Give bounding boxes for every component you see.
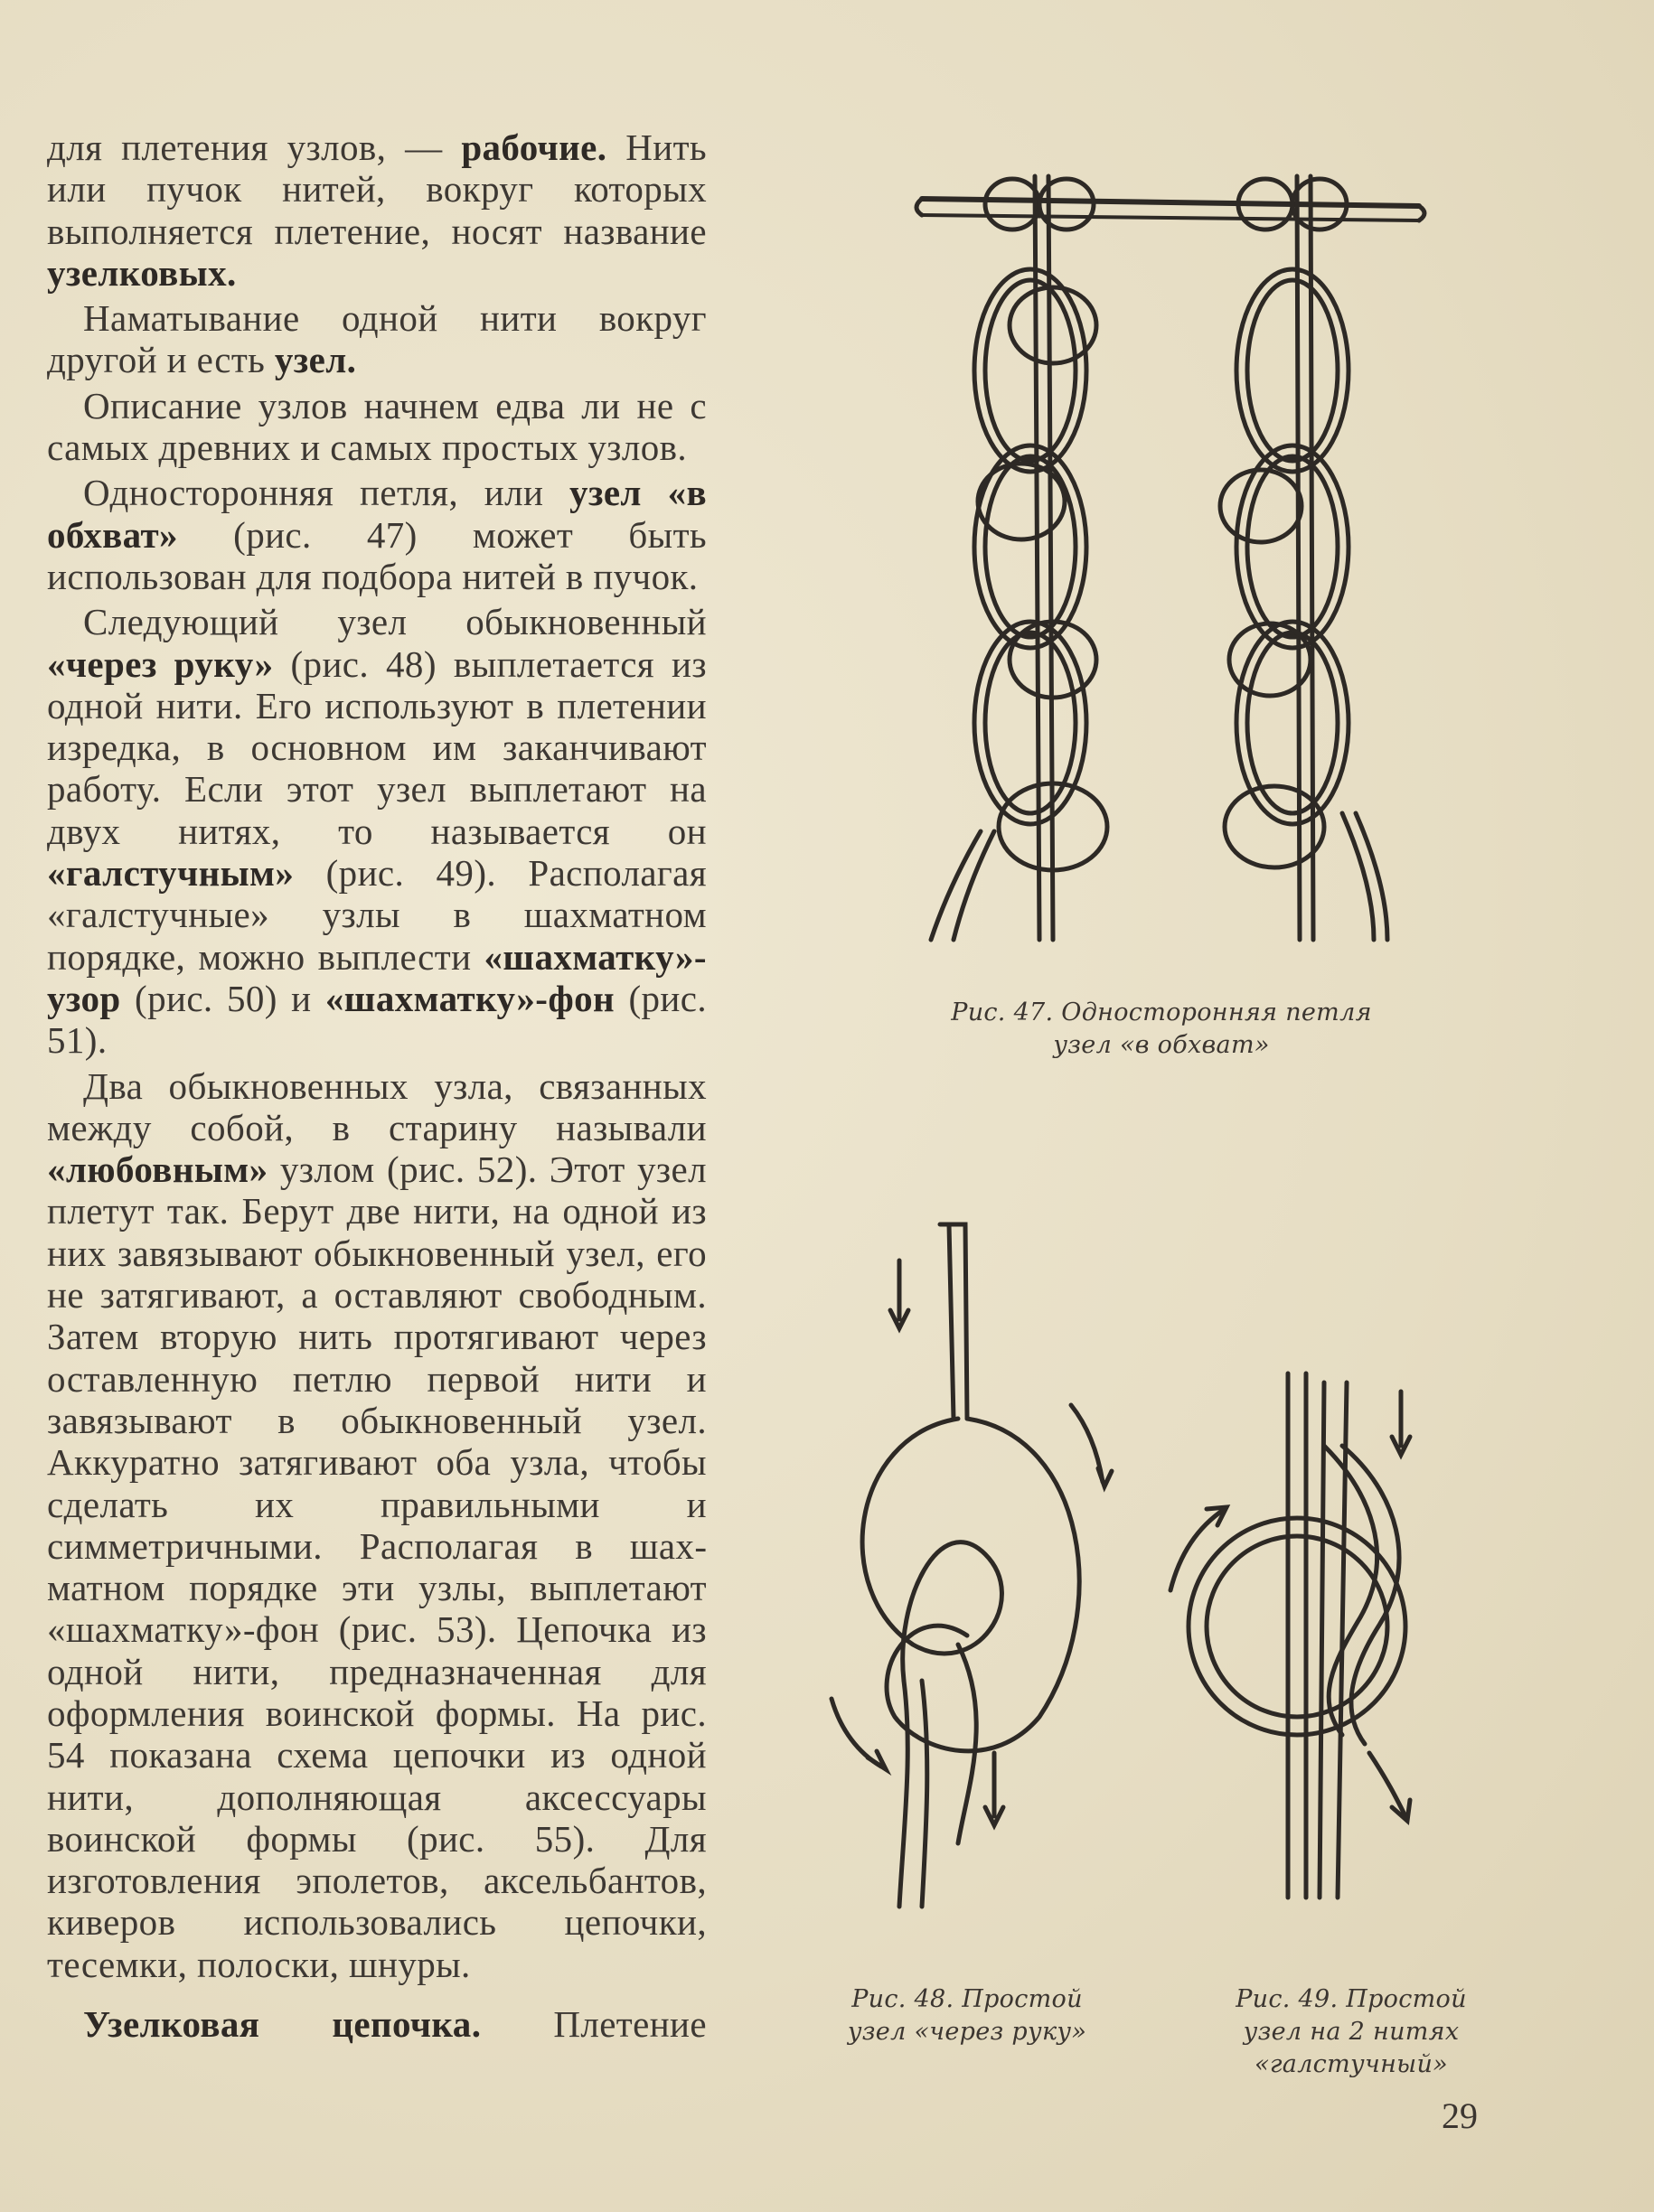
figure-48-illustration: [813, 1211, 1139, 1916]
figure-47-caption: Рис. 47. Односторонняя петля узел «в обхват»: [951, 998, 1372, 1059]
figure-48-caption: Рис. 48. Простой узел «через руку»: [847, 1985, 1087, 2046]
page-number: 29: [1442, 2095, 1478, 2136]
paragraph-1: для плетения узлов, — рабочие. Нить или пучок нитей, вокруг которых выполняется плетение, носят название узелковых.: [47, 127, 707, 294]
figure-49-illustration: [1161, 1355, 1460, 1916]
figure-47-illustration: [895, 163, 1437, 958]
paragraph-4: Односторонняя петля, или узел «в обхват» (рис. 47) может быть использован для подбора нитей в пучок.: [47, 472, 708, 597]
tie-knot-drawing: [1161, 1355, 1460, 1916]
knot-chain-drawing: [895, 163, 1437, 958]
text-column: [47, 127, 707, 2048]
figure-49-caption: Рис. 49. Простой узел на 2 нитях «галстучный»: [1236, 1985, 1467, 2078]
paragraph-3: Описание узлов начнем едва ли не с самых древних и самых простых узлов.: [47, 384, 707, 469]
overhand-knot-drawing: [813, 1211, 1139, 1916]
paragraph-6: Два обыкновенных узла, связанных между собой, в старину называли «любовным» узлом (рис. 52). Этот узел плетут так. Берут две нити, на одной из них завязывают обыкновенный узел, его не затягивают, а оставляют свободным. Затем вторую нить протягивают через оставленную петлю первой нити и завязывают в обыкновенный узел. Аккуратно затягивают оба узла, чтобы сделать их правильными и симметричными. Располагая в шахматном порядке эти узлы, выплетают «шахматку»-фон (рис. 53). Цепочка из одной нити, предназначенная для оформления воинской формы. На рис. 54 показана схема цепочки из одной нити, дополняющая аксессуары воинской формы (рис. 55). Для изготовления эполетов, аксельбантов, киверов использовались цепочки, тесемки, полоски, шнуры.: [47, 1064, 707, 1985]
paragraph-2: Наматывание одной нити вокруг другой и есть узел.: [47, 297, 707, 381]
paragraph-7: Узелковая цепочка. Плетение: [83, 2003, 707, 2046]
paragraph-5: Следующий узел обыкновенный «через руку» (рис. 48) выплетается из одной нити. Его используют в плетении изредка, в основном им заканчивают работу. Если этот узел выплетают на двух нитях, то называется он «галстучным» (рис. 49). Располагая «галстучные» узлы в шахматном порядке, можно выплести «шахматку»-узор (рис. 50) и «шахматку»-фон (рис. 51).: [47, 601, 707, 1062]
